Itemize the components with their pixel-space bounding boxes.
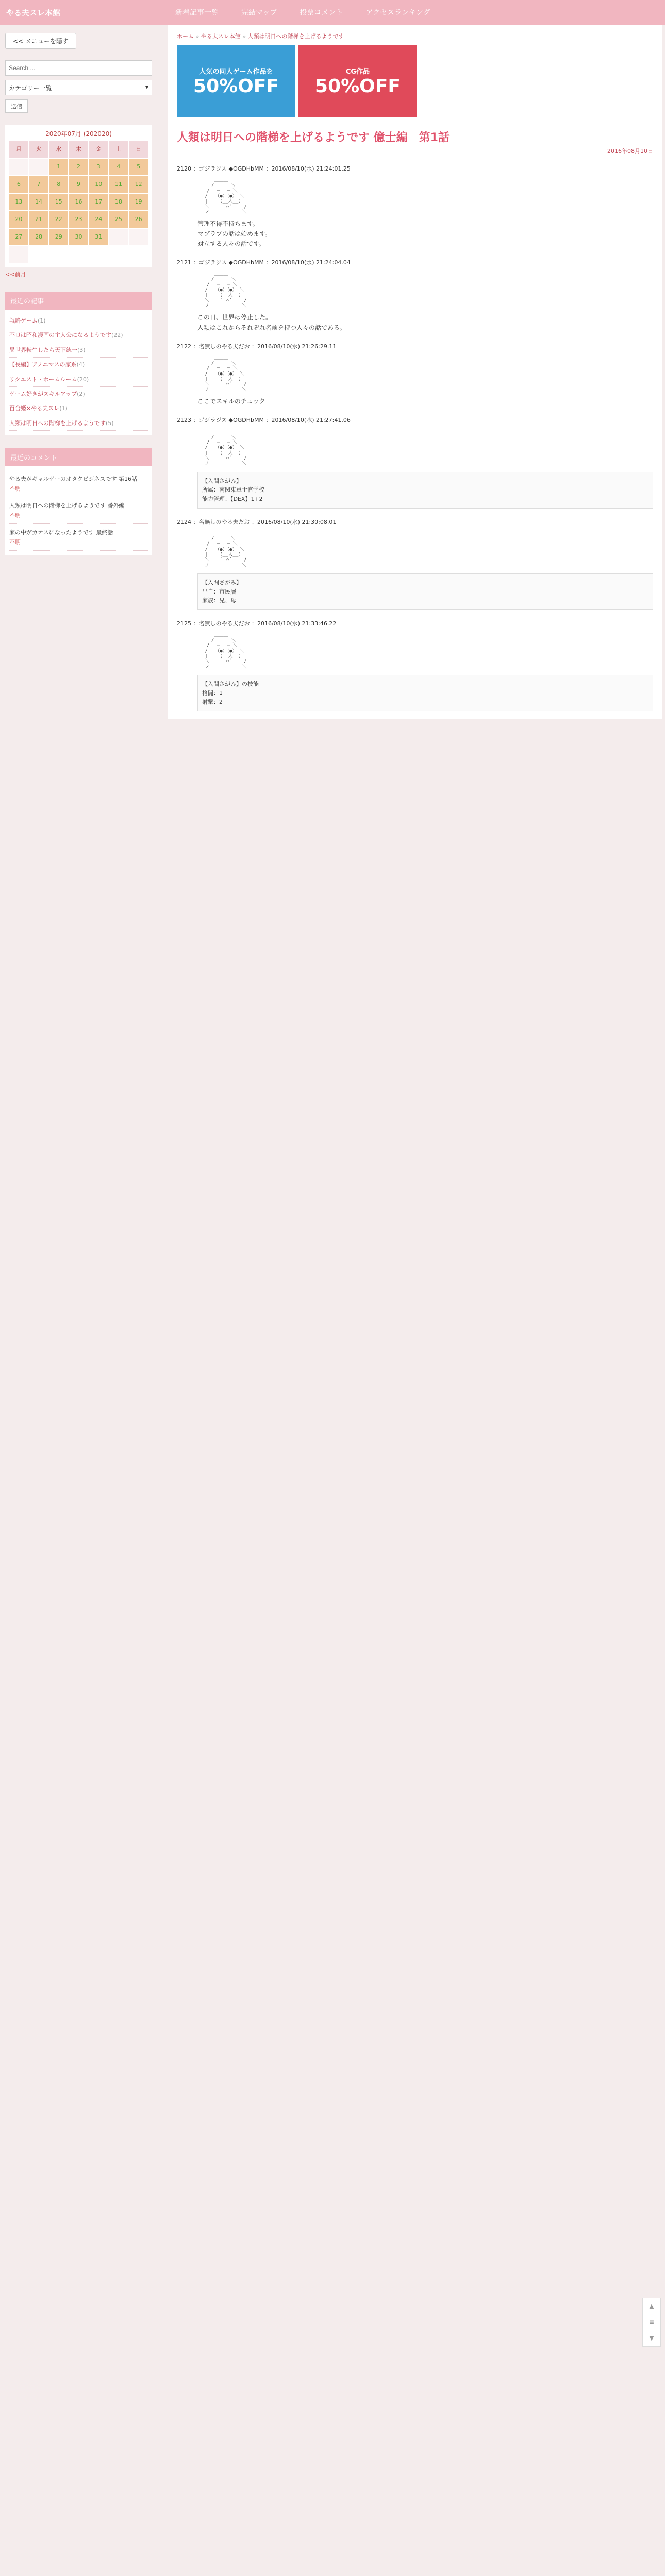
recent-item[interactable] (9, 343, 148, 358)
calendar-day (109, 229, 128, 245)
comments-heading: 最近のコメント (5, 448, 152, 466)
recent-item-title: 百合姫×やる夫スレ (9, 405, 60, 412)
calendar-day-header: 土 (109, 141, 128, 158)
calendar-day-header: 木 (69, 141, 88, 158)
ad-banner-doujin-off: 50%OFF (193, 76, 279, 97)
breadcrumb-home[interactable]: ホーム (177, 33, 194, 40)
calendar-day[interactable]: 6 (9, 176, 28, 193)
recent-item-title: 戦略ゲーム (9, 317, 38, 324)
calendar-day-header: 水 (49, 141, 68, 158)
recent-item-count: (5) (106, 419, 114, 427)
comment-item-title: やる夫がギャルゲーのオタクビジネスです 第16話 (9, 476, 137, 483)
main-nav (175, 7, 430, 18)
ad-banners (177, 45, 653, 117)
post-date: 2016年08月10日 (607, 148, 653, 155)
ad-banner-cg-label: CG作品 (345, 68, 370, 76)
menu-icon[interactable]: ≡ (643, 2314, 660, 2330)
post-header: 2123 ：ゴジラジス ◆OGDHbMM ：2016/08/10(水) 21:27:41.06 (177, 417, 351, 424)
ascii-art: ＿＿＿ / ＼ / ─ ─ ＼ / （●）（●） ＼ | (__人__) | ＼ ｀ ⌒´ / ノ ＼ (205, 531, 254, 568)
calendar-day[interactable]: 15 (49, 194, 68, 210)
nav-item-comments[interactable]: 投票コメント (300, 9, 343, 17)
recent-item[interactable] (9, 358, 148, 372)
comment-item[interactable] (9, 497, 148, 524)
recent-heading: 最近の記事 (5, 292, 152, 310)
post-body: この日、世界は停止した。 人類はこれからそれぞれ名前を持つ人々の話である。 (197, 314, 346, 331)
calendar-day[interactable]: 31 (89, 229, 108, 245)
calendar-day[interactable]: 19 (129, 194, 148, 210)
recent-item[interactable] (9, 314, 148, 328)
calendar-day-header: 火 (29, 141, 48, 158)
calendar-day-header: 金 (89, 141, 108, 158)
recent-item-count: (1) (38, 317, 46, 324)
recent-item-title: ゲーム好きがスキルアップ (9, 390, 77, 397)
comment-item-author: 不明 (9, 512, 21, 519)
calendar-day[interactable]: 12 (129, 176, 148, 193)
recent-item-title: 人類は明日への階梯を上げるようです (9, 419, 106, 427)
breadcrumb-current[interactable]: 人類は明日への階梯を上げるようです (247, 33, 344, 40)
calendar-day-header: 月 (9, 141, 28, 158)
recent-list (5, 310, 152, 435)
comment-item-author: 不明 (9, 539, 21, 546)
calendar-day[interactable]: 13 (9, 194, 28, 210)
calendar-title: 2020年07月 (202020) (45, 130, 112, 138)
calendar-day[interactable]: 17 (89, 194, 108, 210)
calendar-day[interactable]: 5 (129, 159, 148, 175)
search-input[interactable] (5, 60, 152, 76)
ad-banner-cg[interactable] (298, 45, 417, 117)
recent-item[interactable] (9, 328, 148, 343)
post-header: 2124 ：名無しのやる夫だお ：2016/08/10(水) 21:30:08.01 (177, 518, 337, 526)
calendar-day[interactable]: 26 (129, 211, 148, 228)
recent-item-count: (3) (77, 346, 86, 353)
top-bar (0, 0, 665, 25)
sidebar (0, 25, 157, 719)
calendar-day[interactable]: 22 (49, 211, 68, 228)
ad-banner-doujin[interactable] (177, 45, 295, 117)
hide-menu-button[interactable]: << メニューを隠す (5, 33, 76, 49)
calendar-day[interactable]: 10 (89, 176, 108, 193)
calendar-day[interactable]: 3 (89, 159, 108, 175)
scroll-bottom-icon[interactable]: ▼ (643, 2330, 660, 2346)
recent-item-title: 【長編】アノニマスの家系 (9, 361, 77, 368)
calendar-day[interactable]: 16 (69, 194, 88, 210)
calendar-day[interactable]: 20 (9, 211, 28, 228)
comment-list (5, 466, 152, 555)
calendar (5, 125, 152, 267)
calendar-day[interactable]: 7 (29, 176, 48, 193)
chevron-down-icon: ▾ (145, 83, 148, 91)
post-header: 2121 ：ゴジラジス ◆OGDHbMM ：2016/08/10(水) 21:24:04.04 (177, 259, 351, 266)
scroll-top-icon[interactable]: ▲ (643, 2298, 660, 2314)
calendar-day[interactable]: 18 (109, 194, 128, 210)
calendar-day[interactable]: 14 (29, 194, 48, 210)
breadcrumb-category[interactable]: やる夫スレ本館 (201, 33, 241, 40)
calendar-day (129, 229, 148, 245)
ascii-art: ＿＿＿ / ＼ / ─ ─ ＼ / （●）（●） ＼ | (__人__) | ＼ ｀ ⌒´ / ノ ＼ (205, 632, 254, 670)
recent-item-count: (4) (76, 361, 85, 368)
main-content (168, 25, 662, 719)
comment-item[interactable] (9, 470, 148, 497)
page-scroll-controls (642, 2298, 661, 2347)
recent-item-title: リクエスト・ホームルーム (9, 376, 77, 383)
post-body: 管理不得不持ちます。 マブラブの話は始めます。 対立する人々の話です。 (197, 220, 272, 247)
calendar-day (29, 159, 48, 175)
recent-item-title: 異世界転生したら天下統一 (9, 346, 77, 353)
recent-item[interactable] (9, 416, 148, 431)
calendar-day[interactable]: 25 (109, 211, 128, 228)
calendar-day[interactable]: 1 (49, 159, 68, 175)
calendar-day[interactable]: 4 (109, 159, 128, 175)
calendar-day[interactable]: 27 (9, 229, 28, 245)
ad-banner-cg-off: 50%OFF (315, 76, 401, 97)
post-header: 2125 ：名無しのやる夫だお ：2016/08/10(水) 21:33:46.22 (177, 620, 337, 627)
calendar-day[interactable]: 21 (29, 211, 48, 228)
nav-item-ranking[interactable]: アクセスランキング (365, 9, 430, 17)
calendar-day[interactable]: 23 (69, 211, 88, 228)
recent-item[interactable] (9, 372, 148, 387)
calendar-day[interactable]: 8 (49, 176, 68, 193)
site-title[interactable]: やる夫スレ本館 (6, 8, 61, 18)
nav-item-map[interactable]: 完結マップ (241, 9, 277, 17)
recent-item-count: (20) (77, 376, 89, 383)
calendar-day[interactable]: 29 (49, 229, 68, 245)
post-body: 【入間さがみ】 出自：市民層 家族：兄、母 (197, 573, 653, 610)
post-title: 人類は明日への階梯を上げるようです 億士編 第1話 (177, 131, 450, 144)
comment-item[interactable] (9, 524, 148, 551)
calendar-day-header: 日 (129, 141, 148, 158)
post-list (177, 164, 653, 711)
calendar-day[interactable]: 9 (69, 176, 88, 193)
submit-button[interactable]: 送信 (5, 99, 28, 113)
calendar-day[interactable]: 28 (29, 229, 48, 245)
calendar-day[interactable]: 2 (69, 159, 88, 175)
recent-item-count: (2) (77, 390, 85, 397)
calendar-day[interactable]: 11 (109, 176, 128, 193)
calendar-grid (9, 141, 148, 263)
category-select[interactable] (5, 80, 152, 95)
breadcrumb: ホーム » やる夫スレ本館 » 人類は明日への階梯を上げるようです (177, 33, 344, 40)
ad-banner-doujin-label: 人気の同人ゲーム作品を (199, 68, 273, 76)
post-header: 2120 ：ゴジラジス ◆OGDHbMM ：2016/08/10(水) 21:24:01.25 (177, 165, 351, 172)
ascii-art: ＿＿＿ / ＼ / ─ ─ ＼ / （●）（●） ＼ | (__人__) | ＼ ｀ ⌒´ / ノ ＼ (205, 429, 254, 467)
post-header: 2122 ：名無しのやる夫だお ：2016/08/10(水) 21:26:29.11 (177, 343, 337, 350)
recent-item-count: (1) (59, 405, 68, 412)
prev-month-link[interactable]: <<前月 (5, 271, 26, 278)
recent-item[interactable] (9, 387, 148, 401)
recent-item-count: (22) (111, 332, 123, 339)
comment-item-author: 不明 (9, 485, 21, 493)
ascii-art: ＿＿＿ / ＼ / ─ ─ ＼ / （●）（●） ＼ | (__人__) | ＼ ｀ ⌒´ / ノ ＼ (205, 355, 254, 393)
recent-item[interactable] (9, 401, 148, 416)
category-select-label: カテゴリー一覧 (9, 84, 52, 92)
ascii-art: ＿＿＿ / ＼ / ─ ─ ＼ / （●）（●） ＼ | (__人__) | ＼ ｀ ⌒´ / ノ ＼ (205, 178, 254, 215)
comment-item-title: 人類は明日への階梯を上げるようです 番外編 (9, 502, 125, 510)
ascii-art: ＿＿＿ / ＼ / ─ ─ ＼ / （●）（●） ＼ | (__人__) | ＼ ｀ ⌒´ / ノ ＼ (205, 271, 254, 309)
post-body: 【入間さがみ】の技能 格闘：1 射撃：2 (197, 675, 653, 711)
nav-item-new[interactable]: 新着記事一覧 (175, 9, 219, 17)
calendar-day (9, 246, 28, 263)
calendar-day[interactable]: 30 (69, 229, 88, 245)
calendar-day[interactable]: 24 (89, 211, 108, 228)
calendar-day (9, 159, 28, 175)
comment-item-title: 家の中がカオスになったようです 最終話 (9, 529, 113, 536)
post-body: ここでスキルのチェック (197, 398, 265, 405)
post-body: 【入間さがみ】 所属：南関東軍士官学校 能力管理：【DEX】1+2 (197, 472, 653, 509)
recent-item-title: 不良は昭和漫画の主人公になるようです (9, 332, 111, 339)
